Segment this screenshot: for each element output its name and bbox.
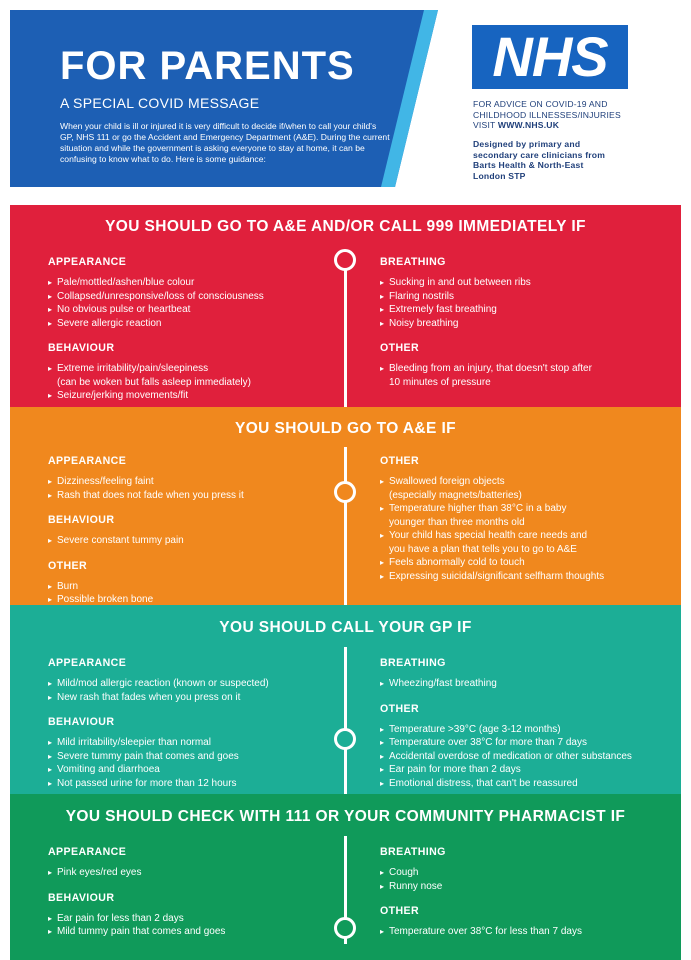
section-emergency <box>10 205 681 407</box>
list-item-text: Your child has special health care needs and <box>389 530 588 541</box>
advice-line-1: FOR ADVICE ON COVID-19 AND <box>473 99 608 109</box>
list-item: ▸ Vomiting and diarrhoea <box>48 763 348 777</box>
list-item-note: (especially magnets/batteries) <box>389 489 522 501</box>
list-item: ▸ Severe tummy pain that comes and goes <box>48 750 348 764</box>
list-item: ▸ Dizziness/feeling faint <box>48 475 348 489</box>
section-title: YOU SHOULD CHECK WITH 111 OR YOUR COMMUNITY PHARMACIST IF <box>65 808 626 825</box>
designed-line-2: secondary care clinicians from <box>473 149 606 160</box>
nhs-url-link[interactable]: WWW.NHS.UK <box>497 120 560 131</box>
heading-other: OTHER <box>380 455 420 467</box>
right-column <box>380 455 670 583</box>
list-item: ▸ Temperature >39°C (age 3-12 months) <box>380 723 675 737</box>
heading-breathing: BREATHING <box>380 256 446 268</box>
list-item: ▸ Not passed urine for more than 12 hours <box>48 777 348 791</box>
list-item-text: Bleeding from an injury, that doesn't stop after <box>389 363 592 374</box>
right-column <box>380 846 680 939</box>
heading-other: OTHER <box>380 342 420 354</box>
heading-behaviour: BEHAVIOUR <box>48 514 115 526</box>
list-item: ▸ Feels abnormally cold to touch <box>380 556 670 570</box>
heading-breathing: BREATHING <box>380 846 446 858</box>
advice-text <box>473 99 673 131</box>
list-item <box>380 362 680 389</box>
header-text <box>60 44 390 165</box>
list-item: ▸ Emotional distress, that can't be reassured <box>380 777 675 791</box>
list-item: ▸ Extremely fast breathing <box>380 303 680 317</box>
list-item: ▸ Mild irritability/sleepier than normal <box>48 736 348 750</box>
heading-other: OTHER <box>48 559 88 572</box>
list-item-note: you have a plan that tells you to go to A&E <box>389 543 577 555</box>
section-gp <box>10 605 681 794</box>
heading-appearance: APPEARANCE <box>48 657 127 669</box>
list-item-note: 10 minutes of pressure <box>389 376 491 388</box>
list-item-note: (can be woken but falls asleep immediately) <box>57 376 251 388</box>
list-item: ▸ Expressing suicidal/significant selfharm thoughts <box>380 570 670 584</box>
heading-appearance: APPEARANCE <box>48 455 127 467</box>
page-subtitle: A SPECIAL COVID MESSAGE <box>60 95 260 111</box>
list-item: ▸ Rash that does not fade when you press it <box>48 489 348 503</box>
list-item: ▸ Runny nose <box>380 880 680 894</box>
list-item: ▸ Collapsed/unresponsive/loss of consciousness <box>48 290 348 304</box>
advice-line-3 <box>473 120 673 131</box>
left-column <box>48 846 348 939</box>
list-item <box>380 502 670 529</box>
advice-line-2: CHILDHOOD ILLNESSES/INJURIES <box>473 109 621 120</box>
list-item-text: Extreme irritability/pain/sleepiness <box>57 363 209 374</box>
right-column <box>380 657 675 790</box>
heading-appearance: APPEARANCE <box>48 256 127 268</box>
designed-by-text <box>473 139 673 181</box>
list-item <box>48 362 348 389</box>
list-item-text: Swallowed foreign objects <box>389 476 505 487</box>
list-item: ▸ Accidental overdose of medication or other substances <box>380 750 675 764</box>
heading-other: OTHER <box>380 702 420 715</box>
list-item: ▸ Possible broken bone <box>48 593 348 607</box>
heading-appearance: APPEARANCE <box>48 846 127 858</box>
left-column <box>48 455 348 607</box>
list-item: ▸ New rash that fades when you press on it <box>48 691 348 705</box>
list-item: ▸ Pale/mottled/ashen/blue colour <box>48 276 348 290</box>
heading-breathing: BREATHING <box>380 657 446 669</box>
list-item: ▸ Ear pain for more than 2 days <box>380 763 675 777</box>
nhs-logo: NHS <box>472 25 628 89</box>
list-item: ▸ Noisy breathing <box>380 317 680 331</box>
list-item: ▸ Mild tummy pain that comes and goes <box>48 925 348 939</box>
left-column <box>48 657 348 790</box>
advice-visit: VISIT <box>473 120 498 131</box>
designed-line-1: Designed by primary and <box>473 139 581 149</box>
list-item: ▸ Severe constant tummy pain <box>48 534 348 548</box>
left-column <box>48 256 348 403</box>
designed-line-3: Barts Health & North-East <box>473 160 584 171</box>
heading-other: OTHER <box>380 905 420 917</box>
section-ae <box>10 407 681 605</box>
intro-text: When your child is ill or injured it is very difficult to decide if/when to call your child's GP, NHS 111 or go the Accident and Emergency Department (A&E). During the current situation and while the government is asking everyone to stay at home, it can be confusing to know what to do. Here is some guidance: <box>60 121 390 164</box>
right-column <box>380 256 680 389</box>
list-item: ▸ Sucking in and out between ribs <box>380 276 680 290</box>
heading-behaviour: BEHAVIOUR <box>48 716 115 728</box>
section-pharmacist <box>10 794 681 960</box>
section-title: YOU SHOULD GO TO A&E AND/OR CALL 999 IMMEDIATELY IF <box>105 218 586 235</box>
list-item: ▸ Flaring nostrils <box>380 290 680 304</box>
heading-behaviour: BEHAVIOUR <box>48 891 115 904</box>
list-item: ▸ Severe allergic reaction <box>48 317 348 331</box>
list-item <box>380 529 670 556</box>
list-item: ▸ Temperature over 38°C for less than 7 days <box>380 925 680 939</box>
page-title: FOR PARENTS <box>60 44 355 88</box>
section-title: YOU SHOULD GO TO A&E IF <box>234 420 457 437</box>
list-item: ▸ Ear pain for less than 2 days <box>48 912 348 926</box>
list-item-note: younger than three months old <box>389 516 525 528</box>
list-item: ▸ Mild/mod allergic reaction (known or suspected) <box>48 677 348 691</box>
list-item: ▸ Pink eyes/red eyes <box>48 866 348 880</box>
list-item-text: Temperature higher than 38°C in a baby <box>389 503 567 514</box>
list-item: ▸ Wheezing/fast breathing <box>380 677 675 691</box>
list-item: ▸ Cough <box>380 866 680 880</box>
list-item: ▸ No obvious pulse or heartbeat <box>48 303 348 317</box>
designed-line-4: London STP <box>473 170 526 181</box>
section-title: YOU SHOULD CALL YOUR GP IF <box>219 619 472 636</box>
list-item <box>380 475 670 502</box>
header-banner <box>10 10 438 187</box>
heading-behaviour: BEHAVIOUR <box>48 342 115 354</box>
list-item: ▸ Temperature over 38°C for more than 7 days <box>380 736 675 750</box>
list-item: ▸ Burn <box>48 580 348 594</box>
list-item: ▸ Seizure/jerking movements/fit <box>48 389 348 403</box>
